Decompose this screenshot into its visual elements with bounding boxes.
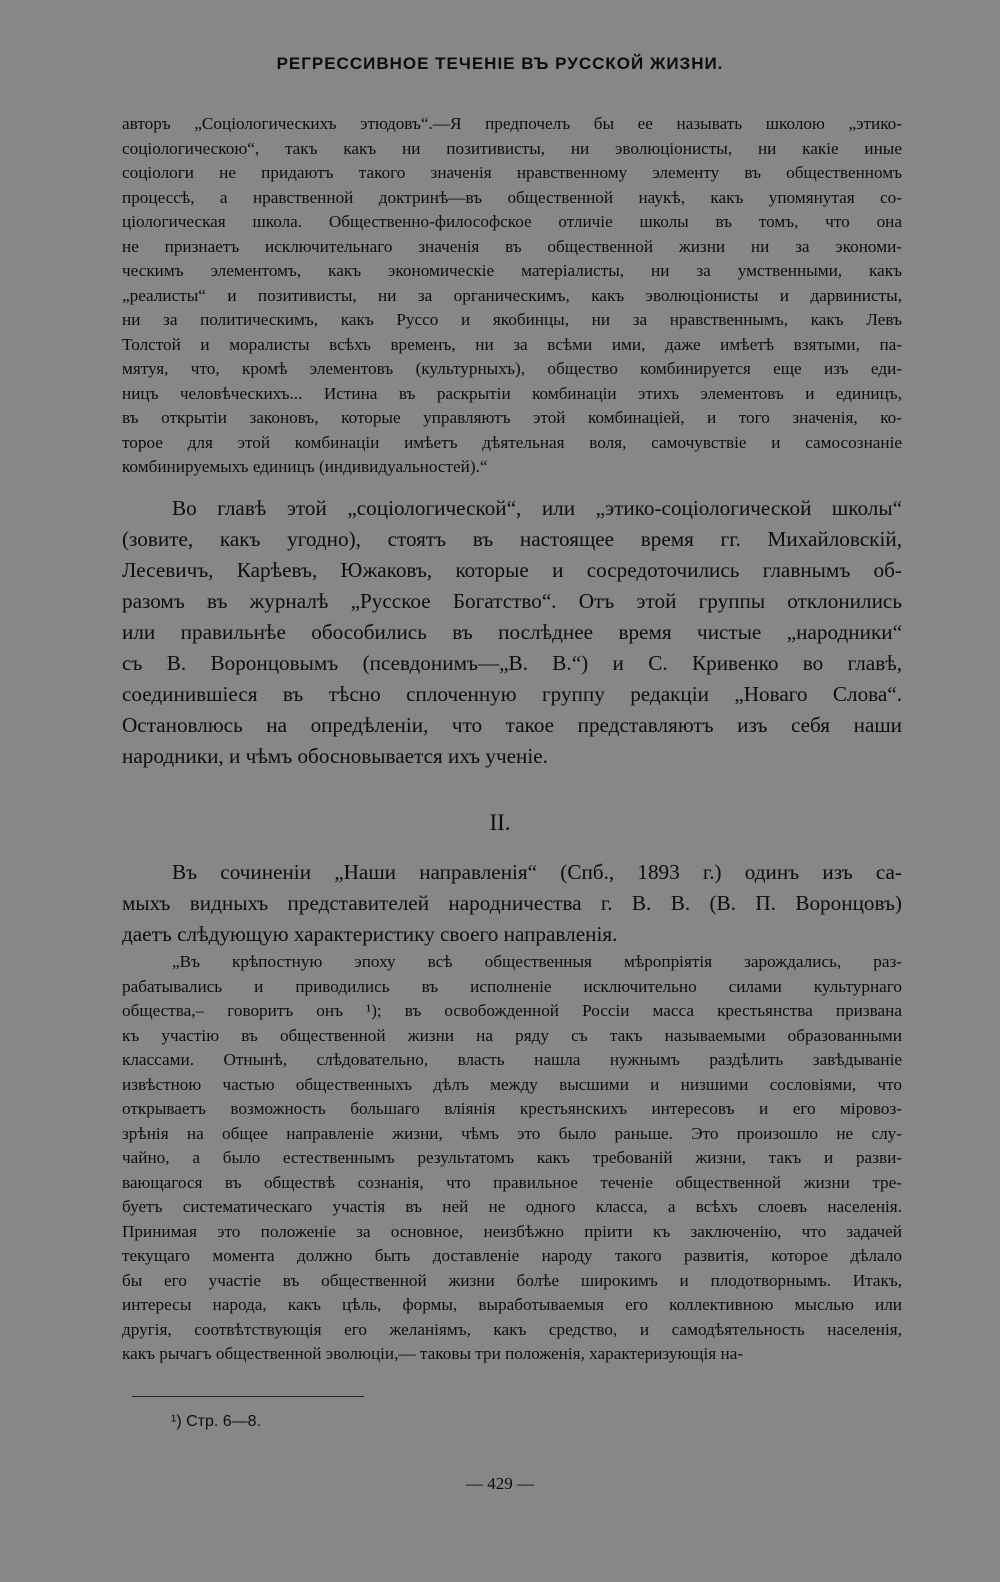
text-line: соціологическою“, такъ какъ ни позитивисты, ни эволюціонисты, ни какіе иные (122, 138, 902, 158)
text-line: общества,– говоритъ онъ ¹); въ освобожденной Россіи масса крестьянства призвана (122, 1001, 902, 1020)
paragraph-1 (122, 493, 902, 772)
text-line: чайно, а было естественнымъ результатомъ какъ требованій жизни, такъ и разви- (122, 1148, 902, 1167)
text-line: мыхъ видныхъ представителей народничества г. В. В. (В. П. Воронцовъ) (122, 891, 902, 915)
footnote: ¹) Стр. 6—8. (171, 1413, 262, 1430)
text-line: мятуя, что, кромѣ элементовъ (культурныхъ), общество комбинируется еще изъ еди- (122, 359, 902, 378)
text-line: ни за политическимъ, какъ Руссо и якобинцы, ни за нравственнымъ, какъ Левъ (122, 310, 902, 329)
text-line: интересы народа, какъ цѣль, формы, выработываемыя его коллективною мыслью или (122, 1295, 902, 1314)
text-line: ческимъ элементомъ, какъ экономическіе матеріалисты, ни за умственными, какъ (122, 261, 902, 280)
running-header: РЕГРЕССИВНОЕ ТЕЧЕНІЕ ВЪ РУССКОЙ ЖИЗНИ. (276, 54, 724, 73)
text-line: „Въ крѣпостную эпоху всѣ общественныя мѣропріятія зарождались, раз- (172, 952, 902, 971)
text-line: или правильнѣе обособились въ послѣднее время чистые „народники“ (122, 620, 902, 644)
text-line: Лесевичъ, Карѣевъ, Южаковъ, которые и сосредоточились главнымъ об- (122, 558, 902, 582)
text-line: къ участію въ общественной жизни на ряду съ такъ называемыми образованными (122, 1025, 902, 1045)
text-line: зрѣнія на общее направленіе жизни, чѣмъ это было раньше. Это произошло не слу- (122, 1123, 902, 1143)
text-line: вающагося въ обществѣ сознанія, что правильное теченіе общественной жизни тре- (122, 1172, 902, 1192)
text-line: даетъ слѣдующую характеристику своего направленія. (122, 922, 618, 946)
text-line: не признаетъ исключительнаго значенія въ общественной жизни ни за экономи- (122, 236, 902, 256)
text-line: какъ рычагъ общественной эволюціи,— таковы три положенія, характеризующія на- (122, 1344, 744, 1363)
text-line: Въ сочиненіи „Наши направленія“ (Спб., 1893 г.) одинъ изъ са- (172, 860, 902, 884)
quote-block-2 (122, 950, 902, 1367)
text-line: народники, и чѣмъ обосновывается ихъ ученіе. (122, 744, 548, 768)
text-line: „реалисты“ и позитивисты, ни за органическимъ, какъ эволюціонисты и дарвинисты, (122, 285, 902, 305)
paragraph-2 (122, 857, 902, 950)
text-line: съ В. Воронцовымъ (псевдонимъ—„В. В.“) и С. Кривенко во главѣ, (122, 651, 902, 675)
text-line: ціологическая школа. Общественно-философское отличіе школы въ томъ, что она (122, 212, 902, 231)
section-number: II. (489, 810, 511, 835)
text-line: бы его участіе въ общественной жизни болѣе широкимъ и плодотворнымъ. Итакъ, (122, 1270, 902, 1290)
text-line: торое для этой комбинаціи имѣетъ дѣятельная воля, самочувствіе и самосознаніе (122, 432, 902, 452)
text-line: рабатывались и приводились въ исполненіе исключительно силами культурнаго (122, 976, 902, 996)
text-line: разомъ въ журналѣ „Русское Богатство“. Отъ этой группы отклонились (122, 589, 902, 613)
text-line: соціологи не придаютъ такого значенія нравственному элементу въ общественномъ (122, 163, 902, 182)
text-line: соединившіеся въ тѣсно сплоченную группу редакціи „Новаго Слова“. (122, 682, 902, 706)
text-line: авторъ „Соціологическихъ этюдовъ“.—Я предпочелъ бы ее называть школою „этико- (122, 114, 902, 133)
text-line: ницъ человѣческихъ... Истина въ раскрытіи комбинаціи этихъ элементовъ и единицъ, (122, 383, 902, 403)
text-line: комбинируемыхъ единицъ (индивидуальностей).“ (122, 457, 488, 476)
text-line: открываетъ возможность большаго вліянія крестьянскихъ интересовъ и его міровоз- (122, 1099, 902, 1118)
page-number: — 429 — (466, 1474, 534, 1493)
text-line: другія, соотвѣтствующія его желаніямъ, какъ средство, и самодѣятельность населенія, (122, 1319, 902, 1339)
text-line: процессѣ, а нравственной доктринѣ—въ общественной наукѣ, какъ упомянутая со- (122, 187, 902, 207)
text-line: Во главѣ этой „соціологической“, или „этико-соціологической школы“ (172, 496, 902, 520)
text-line: (зовите, какъ угодно), стоятъ въ настоящее время гг. Михайловскій, (122, 527, 902, 551)
text-line: классами. Отнынѣ, слѣдовательно, власть нашла нужнымъ раздѣлить завѣдываніе (122, 1050, 902, 1069)
text-line: Принимая это положеніе за основное, неизбѣжно пріити къ заключенію, что задачей (122, 1221, 902, 1241)
text-line: въ открытіи законовъ, которые управляютъ этой комбинаціей, и того значенія, ко- (122, 408, 902, 427)
text-line: извѣстною частью общественныхъ дѣлъ между высшими и низшими сословіями, что (122, 1074, 902, 1094)
quote-block-1 (122, 112, 902, 480)
text-line: Остановлюсь на опредѣленіи, что такое представляютъ изъ себя наши (122, 713, 902, 737)
text-line: буетъ систематическаго участія въ ней не одного класса, а всѣхъ слоевъ населенія. (122, 1197, 902, 1216)
text-line: Толстой и моралисты всѣхъ временъ, ни за всѣми ими, даже имѣетѣ взятыми, па- (122, 334, 902, 354)
text-line: текущаго момента должно быть доставленіе народу такого развитія, которое дѣлало (122, 1246, 902, 1265)
footnote-rule (132, 1396, 364, 1397)
